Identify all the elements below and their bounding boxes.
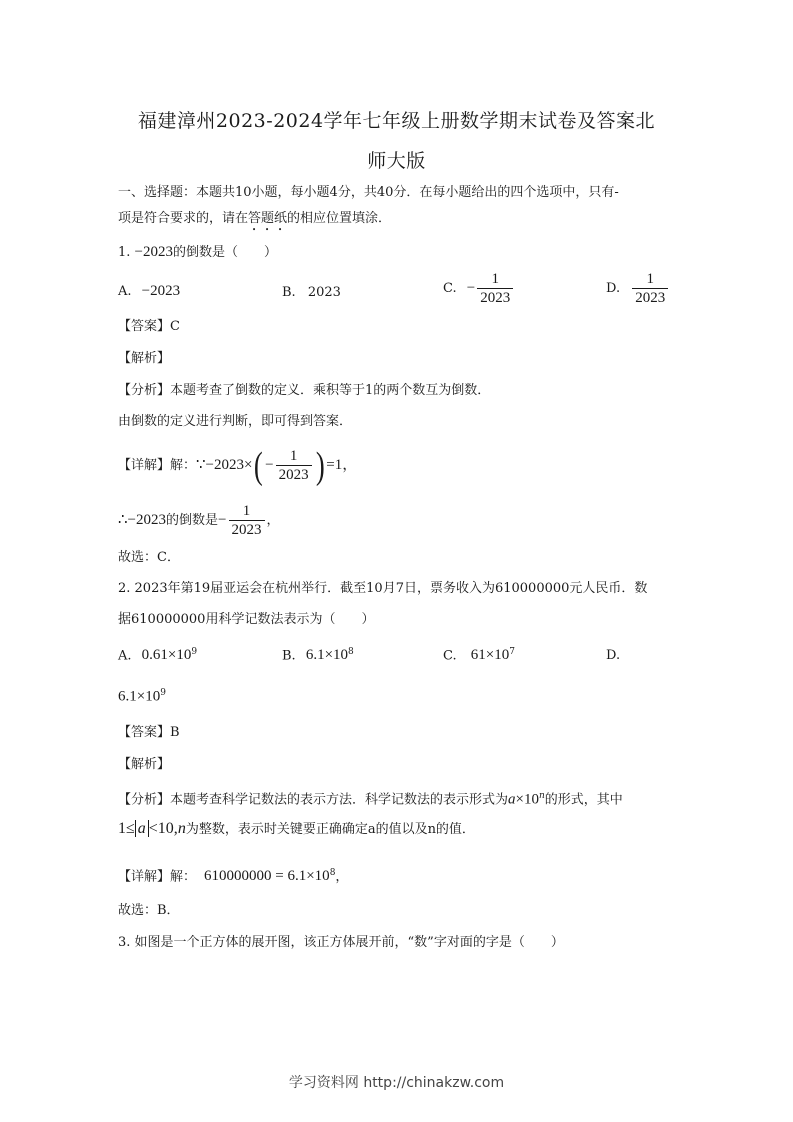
q2-analysis-line1 bbox=[118, 787, 623, 809]
q2-option-a bbox=[118, 647, 197, 664]
fraction-numerator: 1 bbox=[491, 271, 499, 287]
option-value: 0.61×10 bbox=[141, 647, 192, 664]
option-value: 6.1×10 bbox=[118, 688, 161, 705]
q2-option-b bbox=[282, 647, 354, 664]
detail-expression: ∵−2023× bbox=[196, 457, 253, 473]
absolute-value: a bbox=[135, 820, 149, 837]
question-2-stem-line1: 2. 2023年第19届亚运会在杭州举行．截至10月7日，票务收入为610000000元人民币．数 bbox=[118, 581, 648, 596]
q1-analysis-heading: 【解析】 bbox=[118, 351, 171, 366]
fraction-denominator: 2023 bbox=[229, 520, 265, 539]
q1-therefore bbox=[118, 497, 280, 544]
q2-analysis-line2 bbox=[118, 820, 475, 839]
q1-detail bbox=[118, 442, 357, 489]
option-label: B. bbox=[282, 648, 296, 664]
fraction bbox=[229, 502, 265, 539]
q1-answer: 【答案】C bbox=[118, 319, 180, 334]
intro-text-post: 的相应位置填涂． bbox=[287, 211, 392, 226]
q1-option-c bbox=[443, 270, 515, 307]
fraction-denominator: 2023 bbox=[276, 465, 312, 484]
analysis-text-post: 的形式，其中 bbox=[544, 792, 623, 808]
option-exponent: 8 bbox=[348, 647, 354, 657]
q2-analysis-heading: 【解析】 bbox=[118, 757, 171, 772]
section-intro-line1: 一、选择题：本题共10小题，每小题4分，共40分．在每小题给出的四个选项中，只有- bbox=[118, 185, 619, 200]
option-sign: − bbox=[466, 280, 476, 296]
detail-heading: 【详解】解： bbox=[118, 869, 197, 885]
left-paren: ( bbox=[254, 444, 264, 487]
detail-sign: − bbox=[265, 457, 274, 473]
option-exponent: 9 bbox=[160, 688, 166, 698]
therefore-text: 的倒数是 bbox=[166, 513, 219, 528]
detail-tail: =1， bbox=[326, 457, 358, 473]
q2-choice: 故选：B． bbox=[118, 903, 180, 918]
option-exponent: 9 bbox=[191, 647, 198, 657]
option-label: D. bbox=[606, 281, 621, 296]
q1-option-a bbox=[118, 283, 180, 300]
question-text: 的倒数是（ ） bbox=[173, 245, 278, 260]
detail-tail: ， bbox=[335, 869, 349, 885]
question-number: 1. bbox=[118, 245, 131, 260]
option-value: 2023 bbox=[307, 285, 341, 300]
inequality-left: 1≤ bbox=[118, 820, 135, 837]
analysis-text: 【分析】本题考查科学记数法的表示方法．科学记数法的表示形式为 bbox=[118, 792, 509, 808]
right-paren: ) bbox=[315, 444, 325, 487]
therefore-tail: ， bbox=[266, 513, 280, 528]
q1-choice: 故选：C． bbox=[118, 550, 180, 565]
detail-expression: 610000000 = 6.1×10 bbox=[204, 868, 330, 885]
q2-option-c bbox=[443, 647, 515, 664]
option-label: C. bbox=[443, 648, 457, 664]
analysis-text: 为整数，表示时关键要正确确定a的值以及n的值． bbox=[185, 822, 475, 837]
option-label: A. bbox=[118, 284, 132, 299]
variable-n: n bbox=[177, 820, 186, 837]
option-value: 6.1×10 bbox=[305, 647, 349, 664]
fraction-denominator: 2023 bbox=[632, 288, 668, 307]
option-label: A. bbox=[118, 648, 132, 664]
fraction-numerator: 1 bbox=[242, 503, 251, 519]
option-exponent: 7 bbox=[509, 647, 515, 657]
fraction bbox=[276, 447, 312, 484]
question-expression: −2023 bbox=[134, 244, 174, 260]
option-label: C. bbox=[443, 281, 457, 296]
fraction-numerator: 1 bbox=[646, 271, 654, 287]
q1-option-b bbox=[282, 285, 341, 300]
therefore-sign: − bbox=[218, 512, 227, 528]
document-title-line1: 福建漳州2023-2024学年七年级上册数学期末试卷及答案北 bbox=[137, 110, 656, 132]
q1-option-d bbox=[606, 270, 670, 307]
option-value: 61×10 bbox=[470, 647, 510, 664]
variable-n: n bbox=[538, 791, 545, 801]
fraction-denominator: 2023 bbox=[477, 288, 513, 307]
q2-detail bbox=[118, 864, 348, 886]
q2-option-d-label: D. bbox=[606, 648, 621, 663]
q1-analysis-line2: 由倒数的定义进行判断，即可得到答案． bbox=[118, 414, 353, 429]
section-intro-line2 bbox=[118, 210, 391, 234]
fraction-numerator: 1 bbox=[289, 448, 298, 464]
analysis-expression: ×10 bbox=[515, 791, 539, 808]
detail-exponent: 8 bbox=[329, 868, 336, 878]
variable-a: a bbox=[508, 791, 516, 808]
fraction bbox=[477, 270, 513, 307]
option-value: −2023 bbox=[141, 283, 181, 299]
question-3-stem: 3. 如图是一个正方体的展开图，该正方体展开前，“数”字对面的字是（ ） bbox=[118, 935, 564, 950]
document-title-line2: 师大版 bbox=[367, 150, 426, 172]
therefore-expression: ∴−2023 bbox=[118, 512, 167, 528]
fraction bbox=[632, 270, 668, 307]
q2-option-d-value bbox=[118, 688, 166, 705]
inequality-right: <10, bbox=[148, 820, 178, 837]
q1-analysis-line1: 【分析】本题考查了倒数的定义．乘积等于1的两个数互为倒数． bbox=[118, 383, 491, 398]
intro-emphasis: 答题纸 bbox=[248, 211, 288, 226]
detail-heading: 【详解】解： bbox=[118, 458, 197, 473]
page-footer: 学习资料网 http://chinakzw.com bbox=[288, 1075, 505, 1091]
question-1-stem bbox=[118, 243, 277, 262]
question-2-stem-line2: 据610000000用科学记数法表示为（ ） bbox=[118, 612, 375, 627]
q2-answer: 【答案】B bbox=[118, 725, 180, 740]
intro-text-pre: 项是符合要求的，请在 bbox=[118, 211, 249, 226]
option-label: B. bbox=[282, 285, 296, 300]
